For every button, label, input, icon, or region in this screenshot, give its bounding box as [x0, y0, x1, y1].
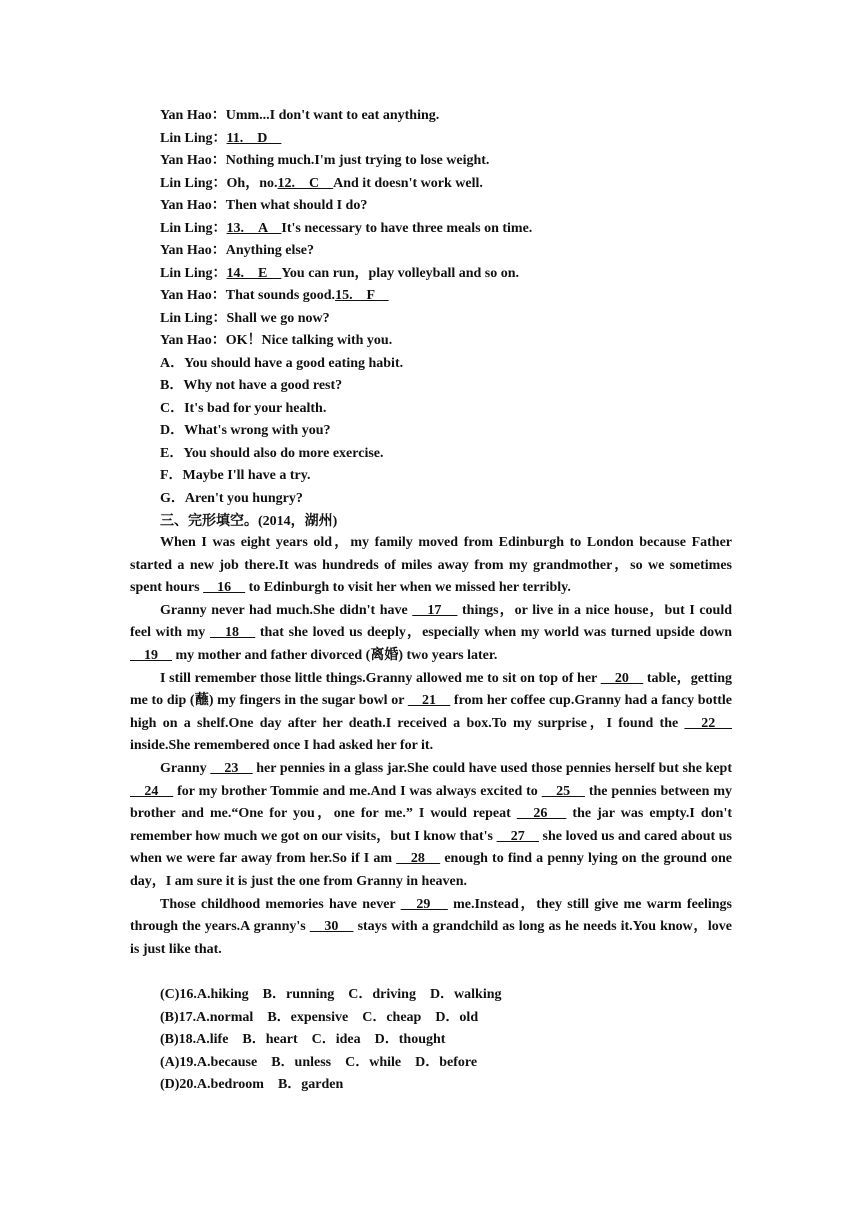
dialogue-line: [160, 308, 330, 330]
option-item: C．It's bad for your health.: [160, 400, 327, 416]
dialogue-line: [160, 105, 439, 127]
speaker-label: Yan Hao：: [160, 333, 226, 348]
answer-blank: 12. C: [277, 175, 334, 191]
cloze-blank: 17: [412, 602, 458, 618]
cloze-blank: 21: [407, 693, 451, 709]
dialogue-line: [160, 285, 389, 307]
answer-choice-line: (A)19.A.because B．unless C．while D．before: [160, 1054, 478, 1070]
dialogue-line: [160, 150, 489, 172]
cloze-blank: 27: [496, 828, 539, 844]
dialogue-text: Oh，no.: [226, 175, 278, 191]
passage-text: she loved us and cared about us when we were far away from her.So if I am: [130, 828, 732, 867]
cloze-blank: 28: [396, 851, 441, 867]
speaker-label: Yan Hao：: [160, 288, 226, 303]
speaker-label: Yan Hao：: [160, 108, 226, 123]
cloze-blank: 24: [130, 783, 174, 799]
cloze-blank: 29: [400, 896, 448, 912]
dialogue-text: Shall we go now?: [226, 310, 330, 326]
cloze-blank: 25: [541, 783, 585, 799]
dialogue-text: Then what should I do?: [225, 198, 368, 213]
dialogue-text: Anything else?: [225, 243, 315, 258]
cloze-blank: 26: [516, 806, 567, 822]
answer-choice-line: (B)17.A.normal B．expensive C．cheap D．old: [160, 1009, 479, 1025]
cloze-blank: 23: [210, 760, 253, 776]
passage-text: my mother and father divorced (离婚) two years later.: [172, 647, 498, 663]
dialogue-line: [160, 173, 483, 195]
option-item: D．What's wrong with you?: [160, 423, 331, 438]
passage-text: the pennies between my brother and me.“One for you，one for me.” I would repeat: [130, 783, 732, 822]
speaker-label: Lin Ling：: [160, 130, 227, 146]
speaker-label: Lin Ling：: [160, 310, 227, 326]
speaker-label: Lin Ling：: [160, 220, 227, 236]
cloze-blank: 16: [203, 580, 246, 596]
passage-paragraph: [130, 758, 732, 894]
dialogue-text: And it doesn't work well.: [333, 175, 483, 191]
passage-text: When I was eight years old，my family moved from Edinburgh to London because Father started a new job there.It was hundreds of miles away from my grandmother，so we sometimes spent hours: [130, 535, 732, 596]
dialogue-text: It's necessary to have three meals on time.: [281, 220, 533, 236]
dialogue-line: [160, 330, 392, 352]
cloze-blank: 30: [309, 919, 354, 935]
dialogue-text: That sounds good.: [225, 288, 336, 303]
passage-text: for my brother Tommie and me.And I was always excited to: [173, 783, 542, 799]
passage-text: to Edinburgh to visit her when we missed her terribly.: [245, 580, 571, 596]
passage-text: enough to find a penny lying on the ground one day，I am sure it is just the one from Granny in heaven.: [130, 851, 733, 889]
speaker-label: Yan Hao：: [160, 243, 226, 258]
option-item: F．Maybe I'll have a try.: [160, 468, 311, 483]
passage-text: table，getting me to dip (蘸) my fingers in the sugar bowl or: [130, 670, 733, 709]
passage-paragraph: [130, 532, 732, 600]
passage-text: Granny never had much.She didn't have: [160, 602, 413, 618]
option-item: B．Why not have a good rest?: [160, 378, 343, 393]
passage-text: Those childhood memories have never: [160, 896, 401, 912]
cloze-blank: 19: [130, 647, 172, 663]
passage-text: from her coffee cup.Granny had a fancy bottle high on a shelf.One day after her death.I received a box.To my surprise，I found the: [130, 693, 733, 731]
option-item: A．You should have a good eating habit.: [160, 355, 404, 371]
answer-choice-line: (C)16.A.hiking B．running C．driving D．walking: [160, 987, 502, 1002]
speaker-label: Yan Hao：: [160, 153, 226, 168]
dialogue-line: [160, 195, 367, 217]
answer-blank: 13. A: [226, 220, 282, 236]
passage-text: things，or live in a nice house，but I could feel with my: [130, 602, 732, 641]
passage-text: the jar was empty.I don't remember how much we got on our visits，but I know that's: [130, 806, 733, 844]
dialogue-line: [160, 218, 532, 240]
answer-blank: 11. D: [226, 130, 282, 146]
passage-text: I still remember those little things.Granny allowed me to sit on top of her: [160, 670, 601, 686]
passage-text: inside.She remembered once I had asked her for it.: [130, 738, 434, 754]
dialogue-text: Nothing much.I'm just trying to lose weight.: [225, 153, 490, 168]
cloze-blank: 20: [600, 670, 644, 686]
dialogue-text: OK！Nice talking with you.: [225, 333, 393, 348]
cloze-passage: [130, 532, 732, 961]
option-item: E．You should also do more exercise.: [160, 445, 384, 461]
dialogue-line: [160, 128, 281, 150]
dialogue-line: [160, 240, 314, 262]
dialogue-text: Umm...I don't want to eat anything.: [225, 108, 440, 123]
cloze-blank: 18: [209, 625, 256, 641]
passage-text: her pennies in a glass jar.She could have used those pennies herself but she kept: [252, 760, 732, 776]
passage-paragraph: [130, 600, 732, 668]
option-item: G．Aren't you hungry?: [160, 490, 303, 506]
answer-choice-line: (D)20.A.bedroom B．garden: [160, 1077, 344, 1092]
passage-text: that she loved us deeply，especially when my world was turned upside down: [255, 625, 733, 641]
answer-blank: 14. E: [226, 265, 282, 281]
answer-choice-line: (B)18.A.life B．heart C．idea D．thought: [160, 1032, 446, 1047]
passage-paragraph: [130, 668, 732, 758]
passage-paragraph: [130, 894, 732, 962]
speaker-label: Yan Hao：: [160, 198, 226, 213]
speaker-label: Lin Ling：: [160, 265, 227, 281]
passage-text: stays with a grandchild as long as he needs it.You know，love is just like that.: [130, 919, 733, 957]
dialogue-line: [160, 263, 519, 285]
speaker-label: Lin Ling：: [160, 175, 227, 191]
answer-blank: 15. F: [335, 288, 389, 303]
passage-text: me.Instead，they still give me warm feelings through the years.A granny's: [130, 896, 733, 935]
dialogue-text: You can run，play volleyball and so on.: [281, 265, 520, 281]
section-heading: 三、完形填空。(2014，湖州): [160, 514, 338, 529]
passage-text: Granny: [160, 760, 211, 776]
cloze-blank: 22: [684, 715, 733, 731]
